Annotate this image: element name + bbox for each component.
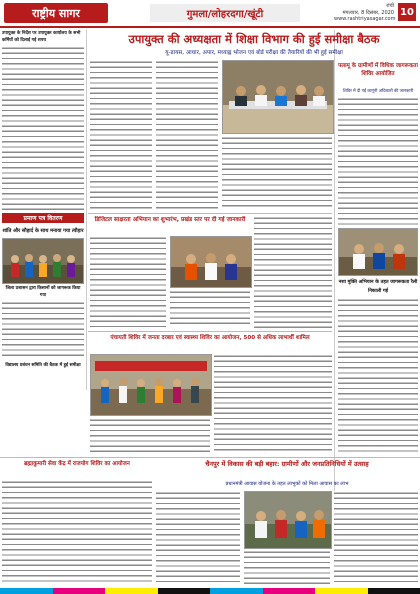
middle-story1-photo: [170, 236, 252, 288]
middle-side-body: [254, 216, 332, 328]
main-subheadline: यू-डायस, आधार, अपार, मध्याह्न भोजन एवं बोर्ड परीक्षा की तैयारियों की भी हुई समीक्षा: [165, 50, 343, 56]
middle-story3-body: [2, 480, 152, 584]
main-story-body: [222, 136, 332, 210]
bottom-story-body: [244, 550, 330, 584]
right-story2-body: [338, 298, 418, 454]
left-story3-body: [2, 301, 84, 359]
right-story1-body: [338, 97, 418, 225]
left-story3-headline: जिला प्रशासन द्वारा किसानों को जागरूक किया गया: [5, 286, 81, 298]
middle-story2-body: [90, 418, 210, 454]
left-box-heading: प्रमाण पत्र वितरण: [2, 213, 84, 223]
edition-info: [334, 3, 394, 23]
middle-story1-body: [90, 236, 166, 328]
main-story-body: [156, 60, 218, 210]
middle-story2-photo: [90, 354, 212, 416]
left-news-photo: [2, 238, 84, 284]
main-headline: उपायुक्त की अध्यक्षता में शिक्षा विभाग की हुई समीक्षा बैठक: [128, 32, 380, 46]
main-story-body: [90, 60, 152, 210]
main-meeting-photo: [222, 60, 334, 134]
left-story4-headline: विद्यालय प्रबंधन समिति की बैठक में हुई समीक्षा: [5, 363, 81, 368]
bottom-subheadline: प्रधानमंत्री आवास योजना के तहत लाभुकों को मिला आवास का लाभ: [225, 481, 349, 487]
right-story1-subheadline: शिविर में दी गई कानूनी अधिकारों की जानकारी: [342, 88, 414, 93]
bottom-story-photo: [244, 491, 332, 549]
middle-story1-headline: डिजिटल साक्षरता अभियान का शुभारंभ, प्रखंड स्तर पर दी गई जानकारी: [94, 217, 246, 223]
edition-date: मंगलवार, 8 दिसंबर, 2020: [342, 9, 394, 16]
divider: [88, 331, 332, 332]
right-story2-headline: नशा मुक्ति अभियान के तहत जागरूकता रैली निकाली गई: [338, 280, 418, 294]
column-divider: [334, 30, 335, 510]
page-number: 10: [398, 3, 416, 21]
bottom-story-body: [334, 491, 418, 584]
edition-city: रांची: [386, 3, 394, 9]
edition-web: www.rashtriyasagar.com: [334, 16, 396, 22]
right-news-photo: [338, 228, 418, 276]
section-title: गुमला/लोहरदगा/खूंटी: [150, 4, 300, 22]
masthead: [0, 0, 420, 28]
left-lead-body: [2, 46, 84, 211]
newspaper-brand: राष्ट्रीय सागर: [4, 3, 108, 23]
divider: [88, 213, 332, 214]
divider: [0, 457, 420, 458]
bottom-headline: चैनपुर में विकास की बड़ी बहार: ग्रामीणों और जनप्रतिनिधियों में उत्साह: [205, 460, 369, 468]
column-divider: [86, 30, 87, 390]
middle-story1-body: [170, 290, 250, 328]
left-lead-headline: उपायुक्त के निर्देश पर उपायुक्त कार्यालय के सभी कर्मियों को दिलाई गई शपथ: [2, 31, 81, 43]
middle-story2-body: [214, 354, 332, 454]
bottom-story-body: [156, 491, 240, 584]
registration-strip: [0, 588, 420, 594]
left-story2-headline: शांति और सौहार्द के साथ मनाया गया त्यौहार: [2, 228, 84, 234]
right-story1-headline: पलामू के ग्रामीणों में विधिक जागरूकता शिविर आयोजित: [338, 63, 418, 77]
middle-story3-headline: ब्रह्माकुमारी सेवा केंद्र में राजयोग शिविर का आयोजन: [24, 461, 130, 467]
middle-story2-headline: पंचायती शिविर में जनता दरबार एवं स्वास्थ्य शिविर का आयोजन, 500 से अधिक लाभार्थी शामिल: [110, 335, 310, 341]
